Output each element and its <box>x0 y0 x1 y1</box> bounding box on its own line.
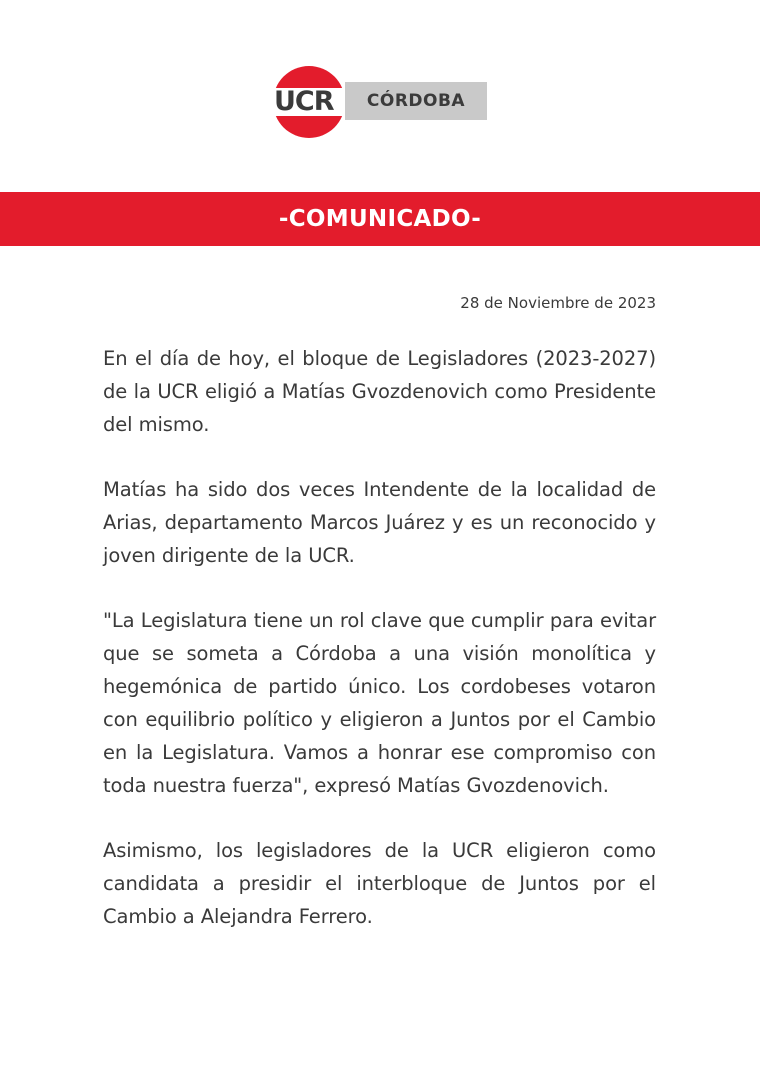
paragraph-3: "La Legislatura tiene un rol clave que cumplir para evitar que se someta a Córdoba a una visión monolítica y hegemónica de partido único. Los cordobeses votaron con equilibrio político y eligieron a Juntos por el Cambio en la Legislatura. Vamos a honrar ese compromiso con toda nuestra fuerza", expresó Matías Gvozdenovich. <box>103 609 656 797</box>
document-body <box>103 342 656 965</box>
paragraph-4: Asimismo, los legisladores de la UCR eligieron como candidata a presidir el interbloque de Juntos por el Cambio a Alejandra Ferrero. <box>103 839 656 928</box>
ucr-logo-circle <box>273 66 345 138</box>
logo-red-band-bottom <box>273 116 345 138</box>
paragraph-2: Matías ha sido dos veces Intendente de la localidad de Arias, departamento Marcos Juárez y es un reconocido y joven dirigente de la UCR. <box>103 478 656 567</box>
logo-region-text: CÓRDOBA <box>366 91 466 111</box>
ucr-cordoba-logo <box>273 66 489 138</box>
logo-ucr-text: UCR <box>274 86 334 117</box>
banner-title: -COMUNICADO- <box>278 206 482 232</box>
paragraph-1: En el día de hoy, el bloque de Legisladores (2023-2027) de la UCR eligió a Matías Gvozdenovich como Presidente del mismo. <box>103 347 656 436</box>
logo-region-bar <box>345 82 487 120</box>
comunicado-banner <box>0 192 760 246</box>
document-date: 28 de Noviembre de 2023 <box>460 294 656 312</box>
